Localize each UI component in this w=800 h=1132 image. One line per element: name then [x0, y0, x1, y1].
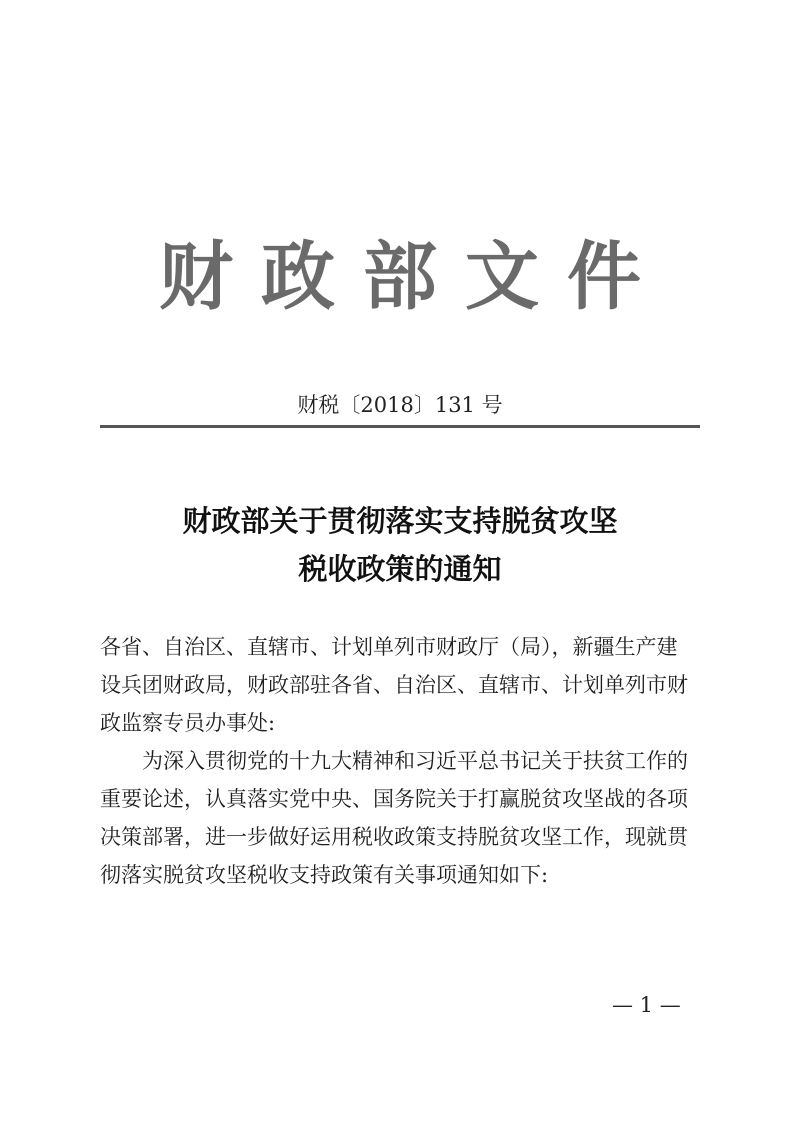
document-title-line-2: 税收政策的通知 — [298, 552, 502, 586]
paragraph-1-line-3: 决策部署，进一步做好运用税收政策支持脱贫攻坚工作，现就贯 — [100, 825, 688, 849]
addressee-line-1: 各省、自治区、直辖市、计划单列市财政厅（局），新疆生产建 — [100, 635, 678, 659]
document-title-line-1: 财政部关于贯彻落实支持脱贫攻坚 — [182, 504, 618, 538]
header-divider — [100, 425, 700, 428]
paragraph-1-line-4: 彻落实脱贫攻坚税收支持政策有关事项通知如下: — [100, 863, 549, 887]
document-number: 财税〔2018〕131 号 — [297, 393, 503, 417]
page-number: — 1 — — [612, 993, 681, 1017]
paragraph-1-line-1: 为深入贯彻党的十九大精神和习近平总书记关于扶贫工作的 — [142, 749, 688, 773]
paragraph-1-line-2: 重要论述，认真落实党中央、国务院关于打赢脱贫攻坚战的各项 — [100, 787, 688, 811]
addressee-line-3: 政监察专员办事处: — [100, 711, 276, 735]
addressee-line-2: 设兵团财政局，财政部驻各省、自治区、直辖市、计划单列市财 — [100, 673, 688, 697]
document-header-title: 财政部文件 — [159, 234, 669, 320]
document-title — [0, 497, 800, 593]
document-body — [100, 628, 705, 894]
